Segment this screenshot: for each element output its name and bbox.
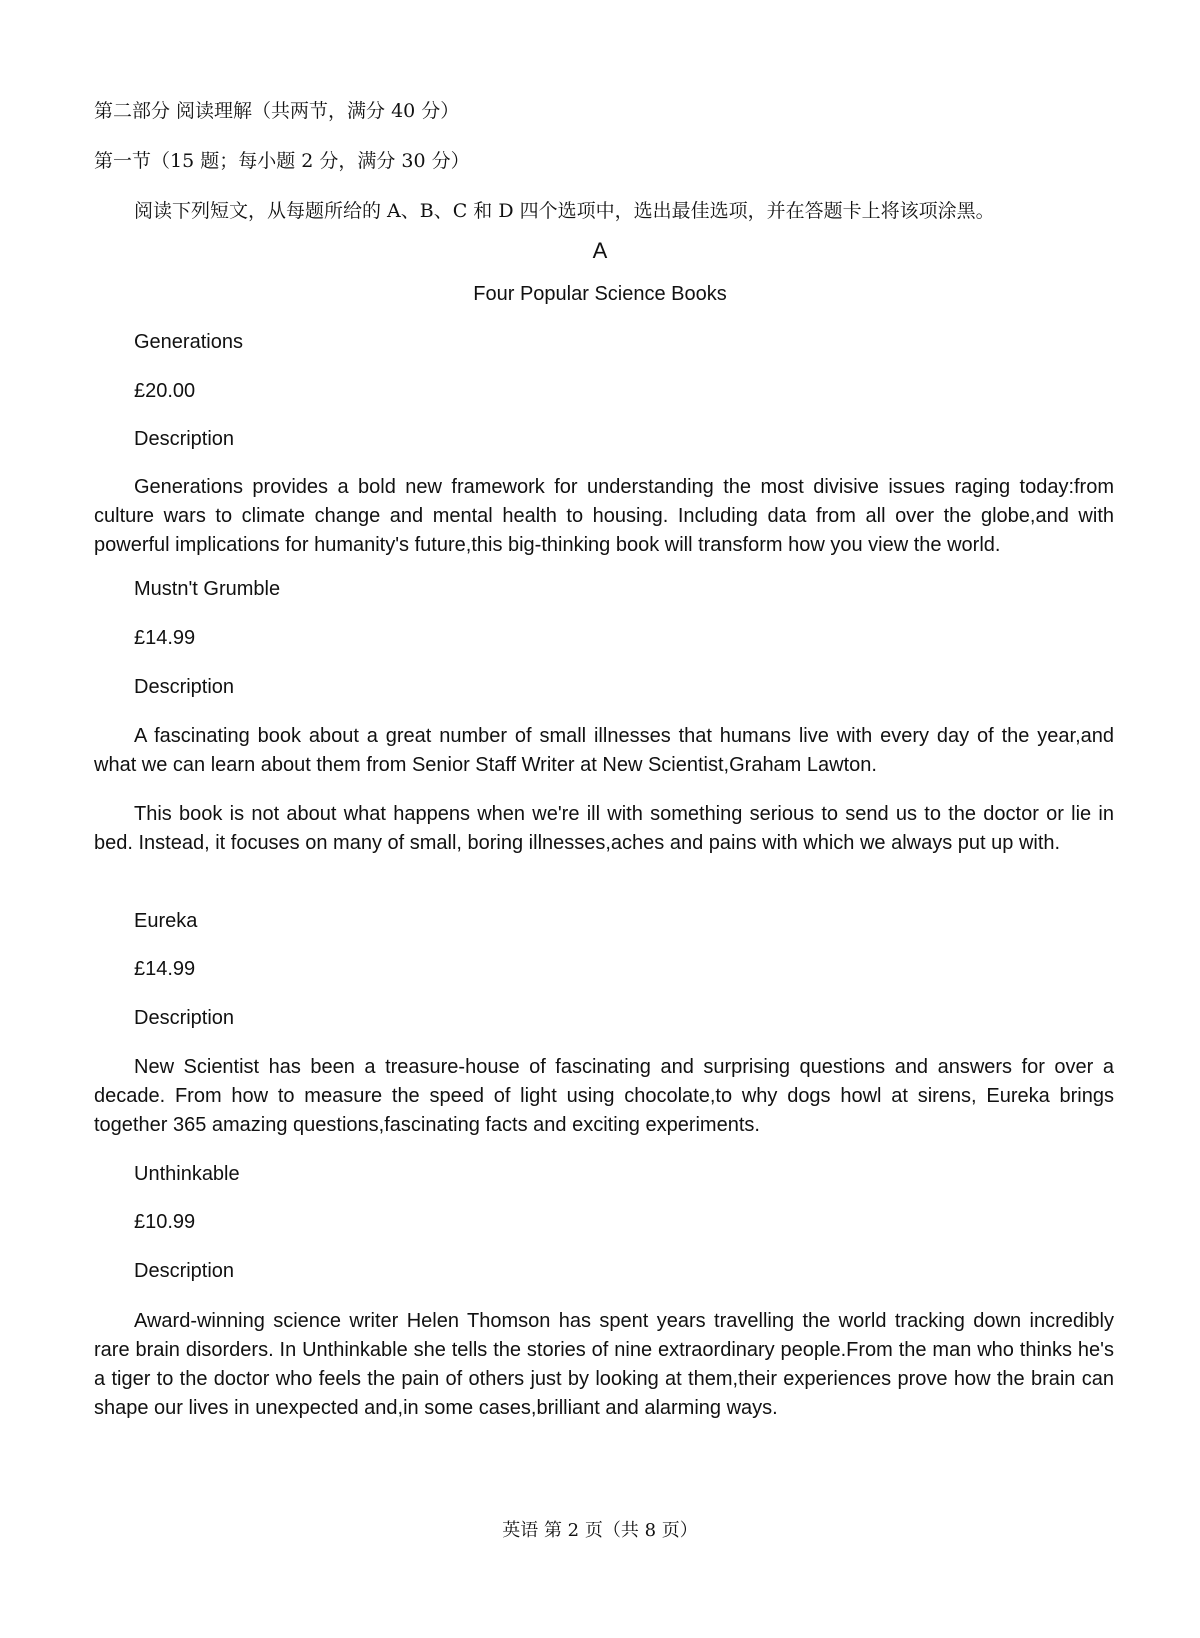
page-footer: 英语 第 2 页（共 8 页） xyxy=(502,1520,698,1541)
part-heading: 第二部分 阅读理解（共两节，满分 40 分） xyxy=(94,100,460,122)
description-label: Description xyxy=(134,428,235,450)
book-price-generations: £20.00 xyxy=(134,380,196,402)
book-description-paragraph: Generations provides a bold new framework for understanding the most divisive issues raging today:from culture wars to climate change and mental health to housing. Including data from all over the globe,and with powerful implications for humanity's future,this big-thinking book will transform how you view the world. xyxy=(94,476,1114,556)
book-title-mustnt-grumble: Mustn't Grumble xyxy=(134,578,281,600)
book-price-eureka: £14.99 xyxy=(134,958,196,980)
description-label: Description xyxy=(134,1007,235,1029)
book-price-mustnt-grumble: £14.99 xyxy=(134,627,196,649)
book-title-eureka: Eureka xyxy=(134,910,198,932)
book-price-unthinkable: £10.99 xyxy=(134,1211,196,1233)
instructions: 阅读下列短文，从每题所给的 A、B、C 和 D 四个选项中，选出最佳选项，并在答题卡上将该项涂黑。 xyxy=(134,200,995,222)
description-label: Description xyxy=(134,676,235,698)
book-title-unthinkable: Unthinkable xyxy=(134,1163,240,1185)
passage-letter: A xyxy=(592,238,608,263)
section-heading: 第一节（15 题；每小题 2 分，满分 30 分） xyxy=(94,150,470,172)
book-description-paragraph: This book is not about what happens when we're ill with something serious to send us to the doctor or lie in bed. Instead, it focuses on many of small, boring illnesses,aches and pains with which we always put up with. xyxy=(94,803,1114,854)
description-label: Description xyxy=(134,1260,235,1282)
book-description-paragraph: A fascinating book about a great number of small illnesses that humans live with every day of the year,and what we can learn about them from Senior Staff Writer at New Scientist,Graham Lawton. xyxy=(94,725,1114,776)
book-description-paragraph: Award-winning science writer Helen Thomson has spent years travelling the world tracking down incredibly rare brain disorders. In Unthinkable she tells the stories of nine extraordinary people.From the man who thinks he's a tiger to the doctor who feels the pain of others just by looking at them,their experiences prove how the brain can shape our lives in unexpected and,in some cases,brilliant and alarming ways. xyxy=(94,1310,1114,1419)
passage-title: Four Popular Science Books xyxy=(473,283,727,305)
book-description-paragraph: New Scientist has been a treasure-house of fascinating and surprising questions and answers for over a decade. From how to measure the speed of light using chocolate,to why dogs howl at sirens, Eureka brings together 365 amazing questions,fascinating facts and exciting experiments. xyxy=(94,1056,1114,1136)
book-title-generations: Generations xyxy=(134,331,243,353)
